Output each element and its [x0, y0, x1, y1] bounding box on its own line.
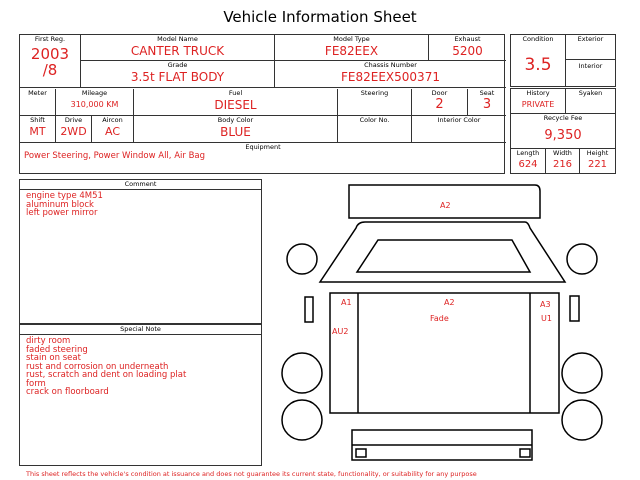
history-cell	[511, 89, 566, 114]
width-value: 216	[552, 159, 573, 170]
condition-box	[510, 34, 616, 87]
condition-cell	[511, 35, 566, 86]
aircon-cell	[92, 116, 134, 143]
special-note-line: form	[26, 378, 46, 389]
special-note-line: dirty room	[26, 336, 71, 346]
sheet-title: Vehicle Information Sheet	[223, 8, 417, 26]
special-note-list	[20, 335, 261, 399]
exhaust-cell	[429, 35, 506, 61]
model-type-cell	[275, 35, 429, 61]
special-note-label: Special Note	[20, 324, 261, 335]
model-name-label: Model Name	[157, 35, 198, 43]
model-name-cell	[81, 35, 275, 61]
mark-a2-top: A2	[440, 201, 451, 210]
mark-a2-mid: A2	[444, 298, 455, 307]
body-color-label: Body Color	[217, 116, 254, 124]
rear-left-wheel-a	[282, 353, 322, 393]
rear-right-light	[520, 449, 530, 457]
grade-value: 3.5t FLAT BODY	[130, 70, 225, 84]
first-reg-month: /8	[42, 61, 58, 79]
seat-label: Seat	[479, 89, 495, 97]
mark-au2: AU2	[332, 327, 349, 336]
fuel-cell	[134, 89, 338, 116]
aircon-value: AC	[104, 125, 120, 138]
mark-u1: U1	[541, 314, 552, 323]
rear-left-wheel-b	[282, 400, 322, 440]
door-value: 2	[435, 97, 444, 112]
main-info-grid	[19, 34, 505, 174]
interior-color-cell	[412, 116, 506, 143]
mark-a1: A1	[341, 298, 352, 307]
color-no-label: Color No.	[359, 116, 390, 124]
body-color-cell	[134, 116, 338, 143]
equipment-label: Equipment	[245, 143, 281, 151]
shift-label: Shift	[30, 116, 45, 124]
seat-cell	[468, 89, 506, 116]
steering-cell	[338, 89, 412, 116]
chassis-value: FE82EEX500371	[341, 70, 440, 84]
drive-value: 2WD	[60, 125, 87, 138]
grade-label: Grade	[167, 61, 188, 69]
mileage-cell	[56, 89, 134, 116]
syaken-cell	[566, 89, 615, 114]
rear-left-light	[356, 449, 366, 457]
interior-cell	[566, 60, 615, 86]
condition-value: 3.5	[524, 55, 552, 75]
comment-line: aluminum block	[26, 199, 94, 210]
fuel-value: DIESEL	[214, 98, 257, 112]
recycle-fee-value: 9,350	[544, 128, 582, 143]
model-name-value: CANTER TRUCK	[130, 44, 225, 58]
chassis-cell	[275, 61, 506, 88]
rear-right-wheel-b	[562, 400, 602, 440]
drive-cell	[56, 116, 92, 143]
special-note-box	[19, 324, 262, 466]
color-no-cell	[338, 116, 412, 143]
model-type-label: Model Type	[333, 35, 370, 43]
interior-label: Interior	[578, 62, 603, 70]
first-reg-year: 2003	[30, 45, 70, 63]
seat-value: 3	[482, 97, 492, 112]
height-label: Height	[586, 149, 609, 157]
special-note-line: rust and corrosion on underneath	[26, 361, 169, 372]
windshield-outline	[357, 240, 530, 272]
aircon-label: Aircon	[102, 116, 123, 124]
height-cell	[580, 149, 615, 173]
cab-top-outline	[320, 222, 565, 282]
recycle-fee-label: Recycle Fee	[543, 114, 583, 122]
comment-label: Comment	[20, 180, 261, 190]
mileage-label: Mileage	[81, 89, 108, 97]
shift-value: MT	[29, 125, 46, 138]
exterior-label: Exterior	[577, 35, 604, 43]
first-reg-cell	[20, 35, 81, 88]
special-note-line: rust, scratch and dent on loading plat	[26, 370, 187, 380]
comment-list	[20, 190, 261, 220]
length-value: 624	[518, 159, 538, 170]
drive-label: Drive	[64, 116, 83, 124]
door-label: Door	[431, 89, 448, 97]
fuel-label: Fuel	[228, 89, 243, 97]
meter-cell	[20, 89, 56, 116]
grade-cell	[81, 61, 275, 88]
special-note-line: stain on seat	[26, 353, 81, 363]
comment-line: engine type 4M51	[26, 191, 103, 201]
front-right-wheel	[567, 244, 597, 274]
body-color-value: BLUE	[220, 125, 251, 139]
exhaust-label: Exhaust	[454, 35, 481, 43]
meter-label: Meter	[28, 89, 47, 97]
interior-color-label: Interior Color	[437, 116, 481, 124]
loading-bed-outline	[330, 293, 559, 413]
length-label: Length	[516, 149, 540, 157]
comment-box	[19, 179, 262, 324]
truck-damage-diagram	[270, 180, 615, 468]
condition-label: Condition	[522, 35, 554, 43]
history-box	[510, 88, 616, 174]
syaken-label: Syaken	[578, 89, 603, 97]
exhaust-value: 5200	[452, 44, 483, 58]
history-label: History	[526, 89, 550, 97]
footer-disclaimer: This sheet reflects the vehicle's condition at issuance and does not guarantee its current state, functionality, or suitability for any purpose	[26, 470, 477, 478]
mileage-value: 310,000 KM	[70, 100, 119, 109]
history-value: PRIVATE	[521, 100, 555, 109]
shift-cell	[20, 116, 56, 143]
width-label: Width	[553, 149, 572, 157]
front-left-wheel	[287, 244, 317, 274]
width-cell	[546, 149, 580, 173]
model-type-value: FE82EEX	[324, 44, 379, 58]
recycle-fee-cell	[511, 114, 615, 149]
mark-fade: Fade	[430, 314, 449, 323]
chassis-label: Chassis Number	[364, 61, 417, 69]
steering-label: Steering	[360, 89, 389, 97]
rear-right-wheel-a	[562, 353, 602, 393]
door-cell	[412, 89, 468, 116]
special-note-line: faded steering	[26, 344, 88, 355]
exterior-cell	[566, 35, 615, 60]
first-reg-label: First Reg.	[34, 35, 66, 43]
length-cell	[511, 149, 546, 173]
equipment-value: Power Steering, Power Window All, Air Bag	[24, 151, 205, 161]
height-value: 221	[587, 159, 608, 170]
left-mirror	[305, 297, 313, 322]
mark-a3: A3	[540, 300, 551, 309]
special-note-line: crack on floorboard	[26, 387, 109, 397]
right-mirror	[570, 296, 579, 321]
comment-line: left power mirror	[26, 208, 98, 218]
